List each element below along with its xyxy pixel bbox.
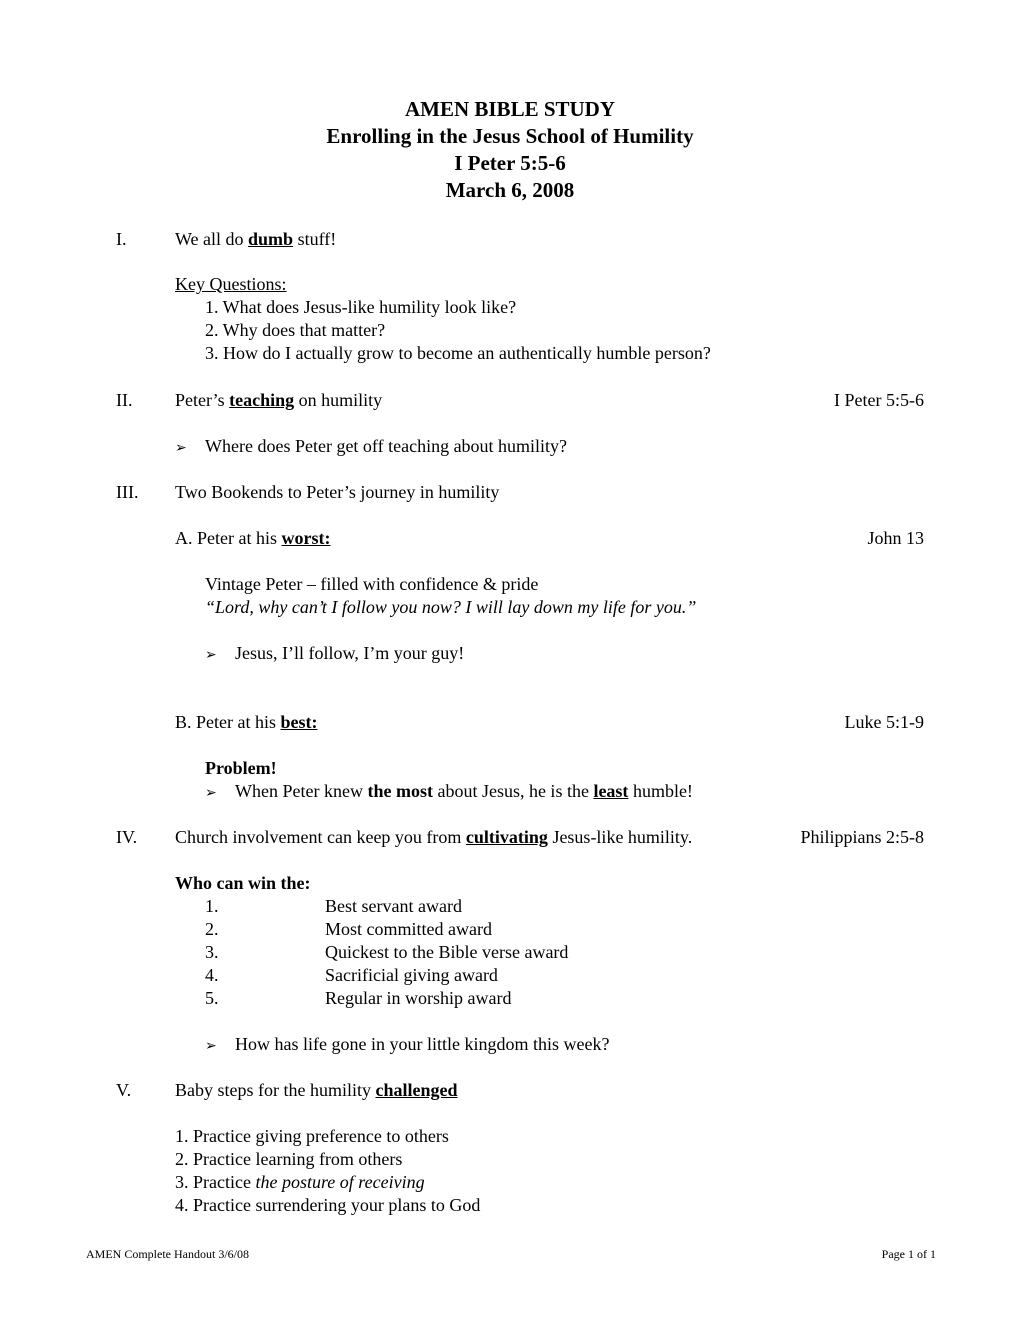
document-scripture: I Peter 5:5-6 [454, 151, 566, 175]
key-question: 1. What does Jesus-like humility look like? [205, 297, 517, 317]
section-1-emphasis: dumb [248, 229, 294, 249]
award-text: Sacrificial giving award [325, 965, 498, 985]
subsection-a-quote: “Lord, why can’t I follow you now? I will lay down my life for you.” [205, 597, 697, 617]
award-number: 5. [205, 988, 219, 1008]
footer-left: AMEN Complete Handout 3/6/08 [86, 1247, 249, 1261]
subsection-a-reference: John 13 [867, 528, 924, 548]
award-number: 3. [205, 942, 219, 962]
subsection-a-heading: A. Peter at his worst: [175, 528, 331, 548]
arrow-bullet-icon: ➢ [175, 441, 187, 456]
section-5-emphasis: challenged [375, 1080, 458, 1100]
section-4-reference: Philippians 2:5-8 [800, 827, 924, 847]
section-2-emphasis: teaching [229, 390, 295, 410]
baby-step: 2. Practice learning from others [175, 1149, 403, 1169]
award-text: Quickest to the Bible verse award [325, 942, 569, 962]
section-5-heading: Baby steps for the humility challenged [175, 1080, 458, 1100]
subsection-a-line: Vintage Peter – filled with confidence & pride [205, 574, 539, 594]
section-4-bullet: ➢ How has life gone in your little kingdom this week? [205, 1033, 609, 1058]
baby-step: 3. Practice the posture of receiving [175, 1172, 425, 1192]
award-number: 1. [205, 896, 219, 916]
subsection-a-emphasis: worst: [281, 528, 331, 548]
award-text: Best servant award [325, 896, 462, 916]
footer-page-number: Page 1 of 1 [881, 1247, 936, 1261]
section-4-numeral: IV. [116, 827, 138, 847]
who-can-win-label: Who can win the: [175, 873, 311, 893]
subsection-b-emphasis: best: [280, 712, 318, 732]
section-2-heading: Peter’s teaching on humility [175, 390, 383, 410]
award-number: 4. [205, 965, 219, 985]
section-4-emphasis: cultivating [465, 827, 548, 847]
subsection-b-bullet: ➢ When Peter knew the most about Jesus, he is the least humble! [205, 780, 693, 805]
section-4-heading: Church involvement can keep you from cultivating Jesus-like humility. [175, 827, 693, 847]
subsection-b-reference: Luke 5:1-9 [844, 712, 924, 732]
arrow-bullet-icon: ➢ [205, 786, 217, 801]
arrow-bullet-icon: ➢ [205, 1039, 217, 1054]
baby-step: 4. Practice surrendering your plans to God [175, 1195, 481, 1215]
section-1-heading: We all do dumb stuff! [175, 229, 337, 249]
section-2-reference: I Peter 5:5-6 [834, 390, 924, 410]
award-number: 2. [205, 919, 219, 939]
key-question: 2. Why does that matter? [205, 320, 386, 340]
baby-step: 1. Practice giving preference to others [175, 1126, 449, 1146]
document-subtitle: Enrolling in the Jesus School of Humility [326, 124, 694, 148]
key-questions-label: Key Questions: [175, 274, 287, 294]
document-date: March 6, 2008 [445, 178, 575, 202]
problem-label: Problem! [205, 758, 277, 778]
section-3-heading: Two Bookends to Peter’s journey in humility [175, 482, 500, 502]
section-1-numeral: I. [116, 229, 127, 249]
document-title: AMEN BIBLE STUDY [404, 97, 616, 121]
section-2-bullet: ➢ Where does Peter get off teaching about humility? [175, 435, 567, 460]
subsection-b-heading: B. Peter at his best: [175, 712, 318, 732]
award-text: Most committed award [325, 919, 492, 939]
award-text: Regular in worship award [325, 988, 512, 1008]
key-question: 3. How do I actually grow to become an authentically humble person? [205, 343, 711, 363]
arrow-bullet-icon: ➢ [205, 648, 217, 663]
section-3-numeral: III. [116, 482, 139, 502]
subsection-a-bullet: ➢ Jesus, I’ll follow, I’m your guy! [205, 642, 464, 667]
section-2-numeral: II. [116, 390, 133, 410]
section-5-numeral: V. [116, 1080, 132, 1100]
